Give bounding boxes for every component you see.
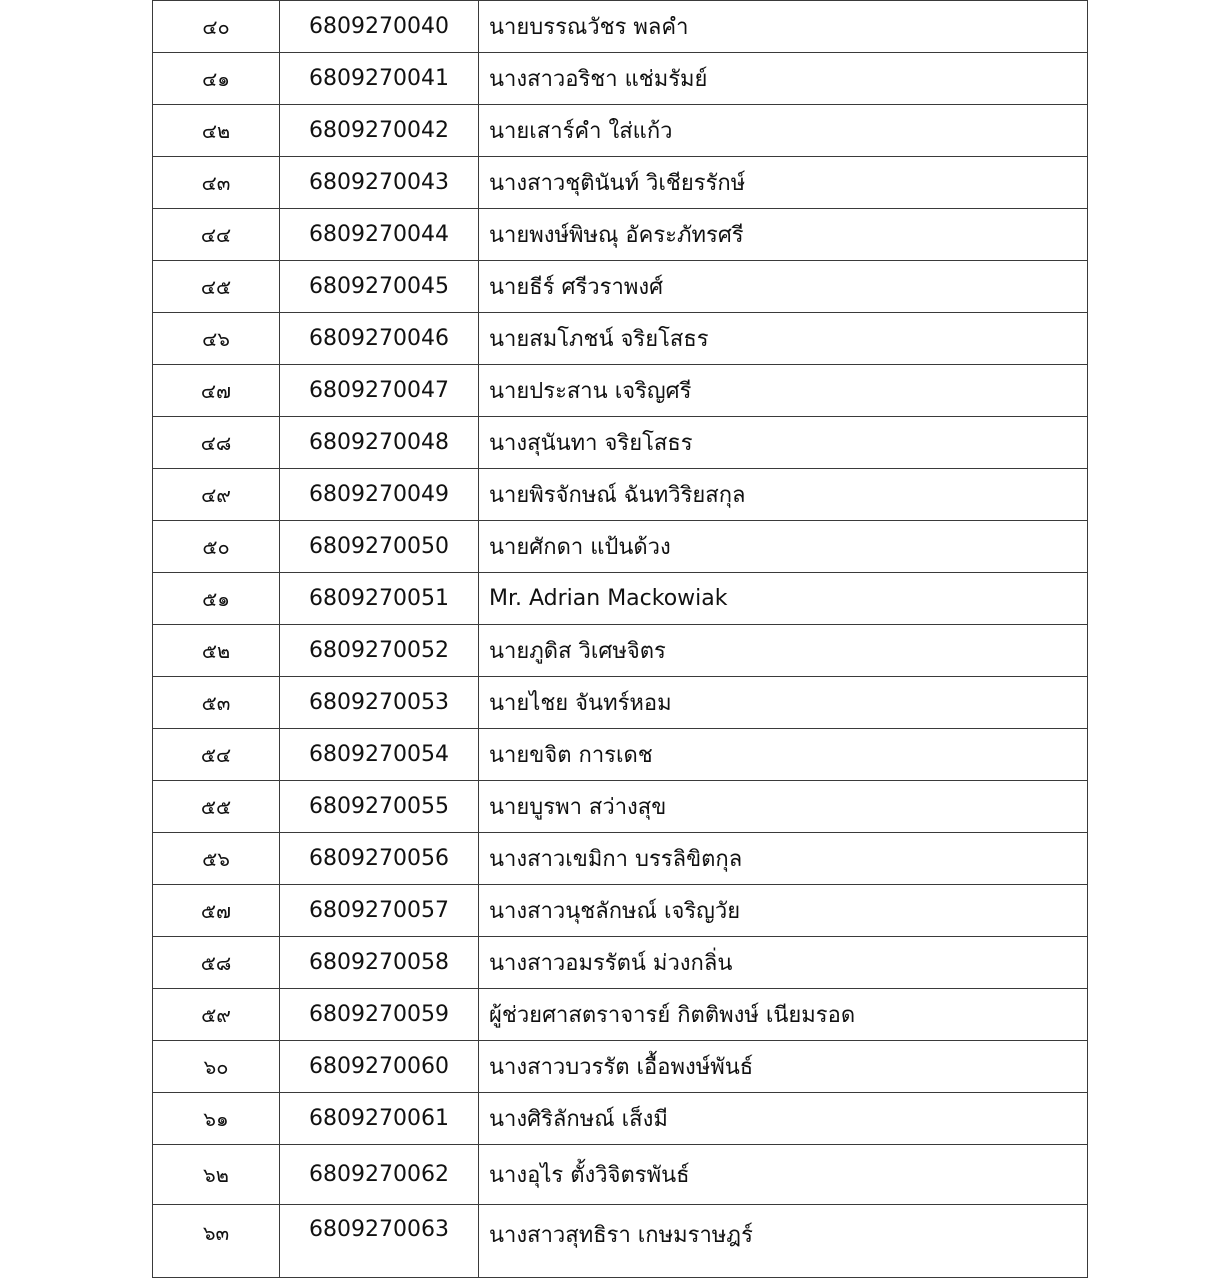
participant-table bbox=[152, 0, 1088, 1278]
row-number: ๖๓ bbox=[153, 1205, 280, 1278]
row-name: Mr. Adrian Mackowiak bbox=[479, 573, 1088, 625]
row-number: ๕๔ bbox=[153, 729, 280, 781]
row-name: นายขจิต การเดช bbox=[479, 729, 1088, 781]
row-name: นายสมโภชน์ จริยโสธร bbox=[479, 313, 1088, 365]
table-row bbox=[153, 833, 1088, 885]
row-name: ผู้ช่วยศาสตราจารย์ กิตติพงษ์ เนียมรอด bbox=[479, 989, 1088, 1041]
row-number: ๖๐ bbox=[153, 1041, 280, 1093]
row-id: 6809270054 bbox=[280, 729, 479, 781]
row-name: นายธีร์ ศรีวราพงศ์ bbox=[479, 261, 1088, 313]
table-row bbox=[153, 53, 1088, 105]
table-row bbox=[153, 677, 1088, 729]
table-row bbox=[153, 313, 1088, 365]
row-number: ๔๐ bbox=[153, 1, 280, 53]
row-name: นางสาวนุชลักษณ์ เจริญวัย bbox=[479, 885, 1088, 937]
row-number: ๕๘ bbox=[153, 937, 280, 989]
table-row bbox=[153, 1145, 1088, 1205]
table-row bbox=[153, 989, 1088, 1041]
row-number: ๕๖ bbox=[153, 833, 280, 885]
row-id: 6809270063 bbox=[280, 1205, 479, 1278]
row-id: 6809270060 bbox=[280, 1041, 479, 1093]
row-id: 6809270042 bbox=[280, 105, 479, 157]
row-name: นายบูรพา สว่างสุข bbox=[479, 781, 1088, 833]
row-name: นายบรรณวัชร พลคำ bbox=[479, 1, 1088, 53]
row-id: 6809270045 bbox=[280, 261, 479, 313]
row-name: นางศิริลักษณ์ เส็งมี bbox=[479, 1093, 1088, 1145]
row-id: 6809270050 bbox=[280, 521, 479, 573]
table-row bbox=[153, 1, 1088, 53]
row-number: ๕๑ bbox=[153, 573, 280, 625]
row-name: นางสาวเขมิกา บรรลิขิตกุล bbox=[479, 833, 1088, 885]
row-number: ๔๖ bbox=[153, 313, 280, 365]
row-name: นายเสาร์คำ ใส่แก้ว bbox=[479, 105, 1088, 157]
row-name: นางสาวชุตินันท์ วิเชียรรักษ์ bbox=[479, 157, 1088, 209]
table-row bbox=[153, 469, 1088, 521]
row-id: 6809270062 bbox=[280, 1145, 479, 1205]
row-id: 6809270058 bbox=[280, 937, 479, 989]
row-name: นางสุนันทา จริยโสธร bbox=[479, 417, 1088, 469]
row-id: 6809270046 bbox=[280, 313, 479, 365]
table-row bbox=[153, 209, 1088, 261]
row-id: 6809270047 bbox=[280, 365, 479, 417]
table-row bbox=[153, 105, 1088, 157]
row-number: ๔๙ bbox=[153, 469, 280, 521]
row-number: ๔๑ bbox=[153, 53, 280, 105]
row-number: ๔๗ bbox=[153, 365, 280, 417]
table-row bbox=[153, 625, 1088, 677]
row-name: นายไชย จันทร์หอม bbox=[479, 677, 1088, 729]
table-row bbox=[153, 885, 1088, 937]
table-row bbox=[153, 781, 1088, 833]
row-number: ๕๒ bbox=[153, 625, 280, 677]
row-id: 6809270056 bbox=[280, 833, 479, 885]
row-id: 6809270053 bbox=[280, 677, 479, 729]
row-name: นางสาวบวรรัต เอื้อพงษ์พันธ์ bbox=[479, 1041, 1088, 1093]
table-row bbox=[153, 573, 1088, 625]
row-id: 6809270061 bbox=[280, 1093, 479, 1145]
row-id: 6809270059 bbox=[280, 989, 479, 1041]
row-name: นายประสาน เจริญศรี bbox=[479, 365, 1088, 417]
table-row bbox=[153, 1205, 1088, 1278]
table-row bbox=[153, 1041, 1088, 1093]
table-row bbox=[153, 729, 1088, 781]
row-name: นายภูดิส วิเศษจิตร bbox=[479, 625, 1088, 677]
row-id: 6809270048 bbox=[280, 417, 479, 469]
row-id: 6809270052 bbox=[280, 625, 479, 677]
table-row bbox=[153, 521, 1088, 573]
row-number: ๔๕ bbox=[153, 261, 280, 313]
row-id: 6809270055 bbox=[280, 781, 479, 833]
table-row bbox=[153, 157, 1088, 209]
row-number: ๕๐ bbox=[153, 521, 280, 573]
row-id: 6809270043 bbox=[280, 157, 479, 209]
table-row bbox=[153, 1093, 1088, 1145]
row-name: นายพิรจักษณ์ ฉันทวิริยสกุล bbox=[479, 469, 1088, 521]
row-number: ๖๑ bbox=[153, 1093, 280, 1145]
row-name: นางสาวอริชา แช่มรัมย์ bbox=[479, 53, 1088, 105]
row-number: ๔๘ bbox=[153, 417, 280, 469]
row-number: ๕๗ bbox=[153, 885, 280, 937]
row-name: นางสาวสุทธิรา เกษมราษฎร์ bbox=[479, 1205, 1088, 1278]
row-number: ๕๓ bbox=[153, 677, 280, 729]
participant-table-body bbox=[153, 1, 1088, 1278]
table-row bbox=[153, 937, 1088, 989]
row-name: นางอุไร ตั้งวิจิตรพันธ์ bbox=[479, 1145, 1088, 1205]
row-id: 6809270041 bbox=[280, 53, 479, 105]
row-id: 6809270040 bbox=[280, 1, 479, 53]
row-name: นางสาวอมรรัตน์ ม่วงกลิ่น bbox=[479, 937, 1088, 989]
row-number: ๕๕ bbox=[153, 781, 280, 833]
row-name: นายศักดา แป้นด้วง bbox=[479, 521, 1088, 573]
row-id: 6809270051 bbox=[280, 573, 479, 625]
row-name: นายพงษ์พิษณุ อัคระภัทรศรี bbox=[479, 209, 1088, 261]
table-row bbox=[153, 365, 1088, 417]
row-id: 6809270044 bbox=[280, 209, 479, 261]
table-row bbox=[153, 417, 1088, 469]
row-id: 6809270049 bbox=[280, 469, 479, 521]
row-id: 6809270057 bbox=[280, 885, 479, 937]
row-number: ๔๒ bbox=[153, 105, 280, 157]
row-number: ๔๓ bbox=[153, 157, 280, 209]
row-number: ๔๔ bbox=[153, 209, 280, 261]
row-number: ๕๙ bbox=[153, 989, 280, 1041]
row-number: ๖๒ bbox=[153, 1145, 280, 1205]
table-row bbox=[153, 261, 1088, 313]
